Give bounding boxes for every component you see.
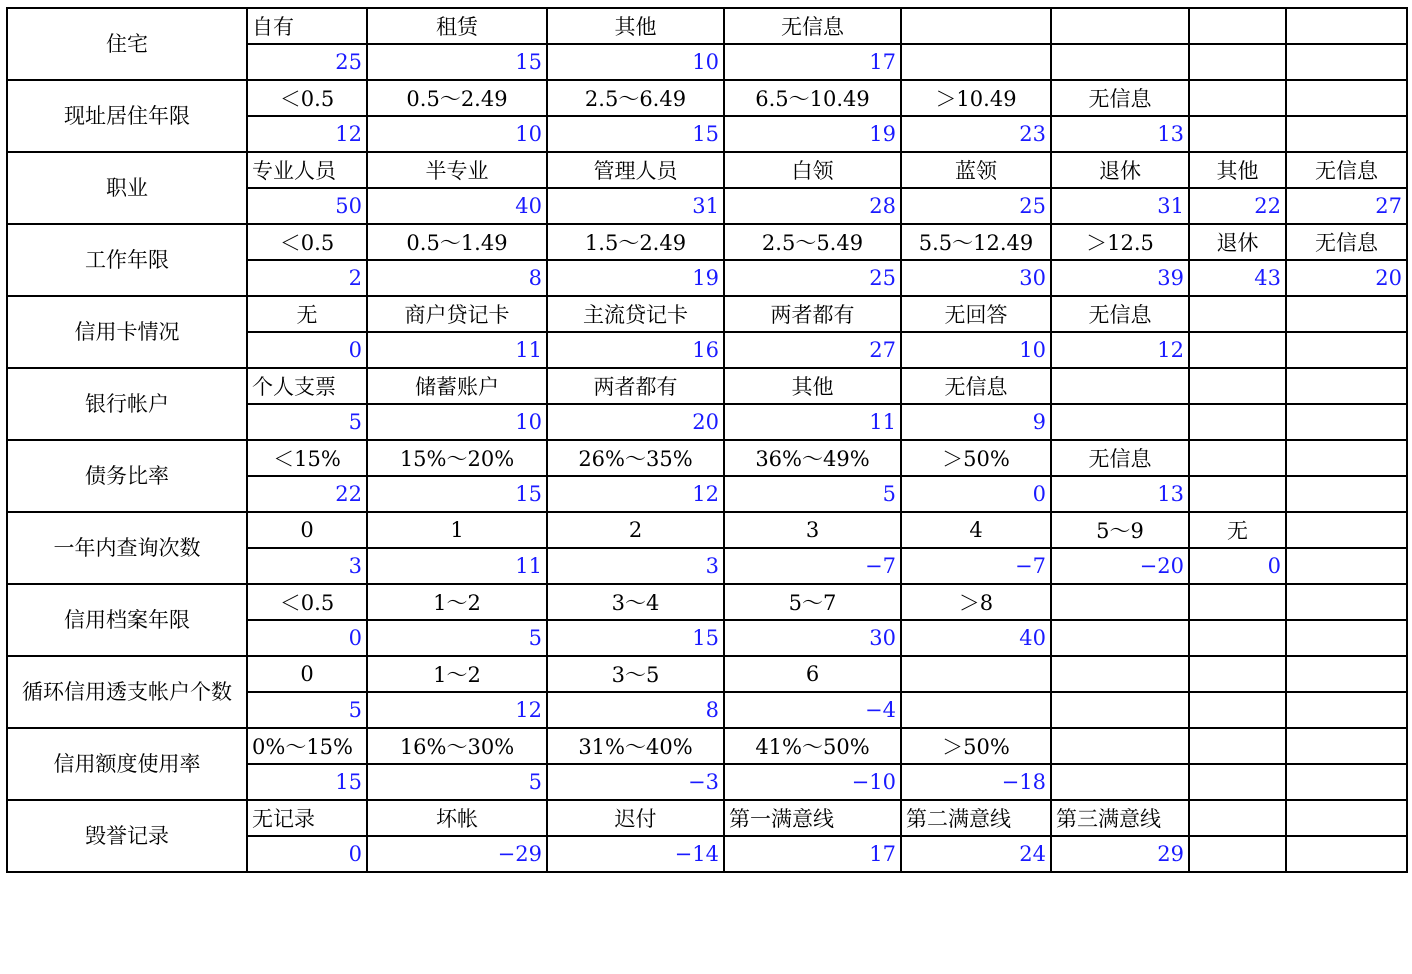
empty-cell [901,44,1051,80]
score-value: 50 [247,188,367,224]
empty-cell [1286,548,1407,584]
attribute-label: 5～9 [1051,512,1189,548]
attribute-label: 第三满意线 [1051,800,1189,836]
score-value: 27 [1286,188,1407,224]
empty-cell [1286,476,1407,512]
score-value: 19 [724,116,901,152]
attribute-label: ＞12.5 [1051,224,1189,260]
attribute-label: 15%～20% [367,440,547,476]
score-value: 10 [547,44,724,80]
category-cell: 一年内查询次数 [7,512,247,584]
attribute-label: ＜0.5 [247,80,367,116]
empty-cell [1286,440,1407,476]
empty-cell [1051,44,1189,80]
score-value: 11 [367,548,547,584]
attribute-label: 迟付 [547,800,724,836]
score-value: 0 [247,620,367,656]
attribute-label: 无信息 [901,368,1051,404]
empty-cell [1286,764,1407,800]
empty-cell [1189,620,1286,656]
score-value: 20 [547,404,724,440]
empty-cell [1286,116,1407,152]
score-value: 30 [901,260,1051,296]
empty-cell [1189,728,1286,764]
table-row [7,368,1407,404]
table-row [7,584,1407,620]
attribute-label: 无记录 [247,800,367,836]
score-value: 0 [247,836,367,872]
empty-cell [1189,44,1286,80]
empty-cell [1286,620,1407,656]
attribute-label: 5.5～12.49 [901,224,1051,260]
score-value: 3 [247,548,367,584]
score-value: 15 [247,764,367,800]
empty-cell [1286,8,1407,44]
category-cell: 现址居住年限 [7,80,247,152]
attribute-label: 36%～49% [724,440,901,476]
empty-cell [901,692,1051,728]
attribute-label: 无 [247,296,367,332]
attribute-label: 无回答 [901,296,1051,332]
empty-cell [1286,44,1407,80]
score-value: −10 [724,764,901,800]
score-value: 11 [367,332,547,368]
empty-cell [1189,692,1286,728]
empty-cell [1286,296,1407,332]
empty-cell [1286,692,1407,728]
empty-cell [1189,80,1286,116]
score-value: 43 [1189,260,1286,296]
attribute-label: 4 [901,512,1051,548]
score-value: 40 [901,620,1051,656]
score-value: 12 [247,116,367,152]
attribute-label: 第一满意线 [724,800,901,836]
empty-cell [1051,764,1189,800]
attribute-label: 主流贷记卡 [547,296,724,332]
score-value: 2 [247,260,367,296]
score-value: 31 [1051,188,1189,224]
score-value: 0 [247,332,367,368]
score-value: 15 [367,476,547,512]
empty-cell [1189,656,1286,692]
score-value: 5 [247,692,367,728]
empty-cell [1189,332,1286,368]
score-value: 8 [367,260,547,296]
empty-cell [1286,836,1407,872]
score-value: −29 [367,836,547,872]
score-value: 5 [367,620,547,656]
attribute-label: 两者都有 [547,368,724,404]
attribute-label: ＜0.5 [247,584,367,620]
attribute-label: 第二满意线 [901,800,1051,836]
scorecard-body [7,8,1407,872]
empty-cell [1051,728,1189,764]
score-value: 10 [901,332,1051,368]
attribute-label: 半专业 [367,152,547,188]
score-value: 15 [367,44,547,80]
table-row [7,80,1407,116]
score-value: 12 [1051,332,1189,368]
score-value: −3 [547,764,724,800]
attribute-label: 26%～35% [547,440,724,476]
score-value: 30 [724,620,901,656]
score-value: 10 [367,116,547,152]
attribute-label: 1～2 [367,656,547,692]
empty-cell [1051,8,1189,44]
attribute-label: 管理人员 [547,152,724,188]
score-value: 13 [1051,116,1189,152]
score-value: 27 [724,332,901,368]
category-cell: 信用额度使用率 [7,728,247,800]
empty-cell [1189,404,1286,440]
empty-cell [1051,656,1189,692]
empty-cell [1189,440,1286,476]
score-value: 17 [724,836,901,872]
empty-cell [1286,368,1407,404]
attribute-label: ＞10.49 [901,80,1051,116]
score-value: 25 [724,260,901,296]
attribute-label: 其他 [1189,152,1286,188]
score-value: 13 [1051,476,1189,512]
empty-cell [1051,692,1189,728]
attribute-label: 坏帐 [367,800,547,836]
score-value: −14 [547,836,724,872]
empty-cell [1051,404,1189,440]
attribute-label: 两者都有 [724,296,901,332]
empty-cell [1051,368,1189,404]
attribute-label: 3 [724,512,901,548]
empty-cell [1189,296,1286,332]
attribute-label: 无信息 [724,8,901,44]
score-value: 23 [901,116,1051,152]
attribute-label: ＞8 [901,584,1051,620]
score-value: −20 [1051,548,1189,584]
score-value: 31 [547,188,724,224]
attribute-label: 专业人员 [247,152,367,188]
score-value: 24 [901,836,1051,872]
attribute-label: 31%～40% [547,728,724,764]
attribute-label: 2.5～6.49 [547,80,724,116]
attribute-label: 0%～15% [247,728,367,764]
score-value: 29 [1051,836,1189,872]
attribute-label: 0.5～2.49 [367,80,547,116]
score-value: 25 [901,188,1051,224]
score-value: 9 [901,404,1051,440]
category-cell: 银行帐户 [7,368,247,440]
category-cell: 债务比率 [7,440,247,512]
attribute-label: 2 [547,512,724,548]
empty-cell [1286,656,1407,692]
score-value: −18 [901,764,1051,800]
attribute-label: 无信息 [1051,440,1189,476]
attribute-label: 储蓄账户 [367,368,547,404]
empty-cell [1189,764,1286,800]
attribute-label: ＜0.5 [247,224,367,260]
attribute-label: 0 [247,512,367,548]
empty-cell [1189,8,1286,44]
attribute-label: ＞50% [901,728,1051,764]
attribute-label: 租赁 [367,8,547,44]
attribute-label: 商户贷记卡 [367,296,547,332]
attribute-label: ＞50% [901,440,1051,476]
attribute-label: 无信息 [1051,296,1189,332]
empty-cell [1189,116,1286,152]
attribute-label: 1 [367,512,547,548]
score-value: 25 [247,44,367,80]
empty-cell [1286,332,1407,368]
table-row [7,296,1407,332]
empty-cell [1051,620,1189,656]
attribute-label: 3～4 [547,584,724,620]
category-cell: 循环信用透支帐户个数 [7,656,247,728]
table-row [7,224,1407,260]
table-row [7,800,1407,836]
table-row [7,512,1407,548]
empty-cell [1286,800,1407,836]
attribute-label: 1.5～2.49 [547,224,724,260]
category-cell: 信用卡情况 [7,296,247,368]
score-value: −4 [724,692,901,728]
attribute-label: 其他 [547,8,724,44]
empty-cell [1189,584,1286,620]
score-value: 28 [724,188,901,224]
empty-cell [1286,512,1407,548]
attribute-label: 退休 [1189,224,1286,260]
attribute-label: 6.5～10.49 [724,80,901,116]
score-value: 5 [367,764,547,800]
score-value: 8 [547,692,724,728]
score-value: 15 [547,116,724,152]
score-value: 0 [901,476,1051,512]
attribute-label: ＜15% [247,440,367,476]
table-row [7,440,1407,476]
attribute-label: 退休 [1051,152,1189,188]
empty-cell [1286,728,1407,764]
score-value: −7 [724,548,901,584]
empty-cell [1286,404,1407,440]
empty-cell [1286,80,1407,116]
attribute-label: 41%～50% [724,728,901,764]
attribute-label: 1～2 [367,584,547,620]
score-value: 22 [1189,188,1286,224]
attribute-label: 3～5 [547,656,724,692]
attribute-label: 16%～30% [367,728,547,764]
category-cell: 信用档案年限 [7,584,247,656]
empty-cell [1189,368,1286,404]
empty-cell [901,8,1051,44]
table-row [7,8,1407,44]
score-value: 3 [547,548,724,584]
attribute-label: 6 [724,656,901,692]
scorecard-table [6,7,1408,873]
score-value: 5 [247,404,367,440]
score-value: 15 [547,620,724,656]
attribute-label: 个人支票 [247,368,367,404]
score-value: 0 [1189,548,1286,584]
score-value: 11 [724,404,901,440]
attribute-label: 其他 [724,368,901,404]
score-value: 10 [367,404,547,440]
score-value: 22 [247,476,367,512]
category-cell: 工作年限 [7,224,247,296]
attribute-label: 无信息 [1051,80,1189,116]
score-value: 5 [724,476,901,512]
score-value: 16 [547,332,724,368]
score-value: −7 [901,548,1051,584]
score-value: 12 [547,476,724,512]
score-value: 12 [367,692,547,728]
attribute-label: 无信息 [1286,152,1407,188]
attribute-label: 2.5～5.49 [724,224,901,260]
table-row [7,728,1407,764]
table-row [7,656,1407,692]
score-value: 40 [367,188,547,224]
score-value: 17 [724,44,901,80]
score-value: 19 [547,260,724,296]
score-value: 39 [1051,260,1189,296]
empty-cell [1286,584,1407,620]
attribute-label: 自有 [247,8,367,44]
category-cell: 住宅 [7,8,247,80]
attribute-label: 蓝领 [901,152,1051,188]
table-row [7,152,1407,188]
attribute-label: 5～7 [724,584,901,620]
attribute-label: 无 [1189,512,1286,548]
category-cell: 职业 [7,152,247,224]
category-cell: 毁誉记录 [7,800,247,872]
empty-cell [1189,800,1286,836]
attribute-label: 0 [247,656,367,692]
empty-cell [1189,836,1286,872]
attribute-label: 无信息 [1286,224,1407,260]
empty-cell [1189,476,1286,512]
attribute-label: 0.5～1.49 [367,224,547,260]
empty-cell [1051,584,1189,620]
empty-cell [901,656,1051,692]
score-value: 20 [1286,260,1407,296]
attribute-label: 白领 [724,152,901,188]
